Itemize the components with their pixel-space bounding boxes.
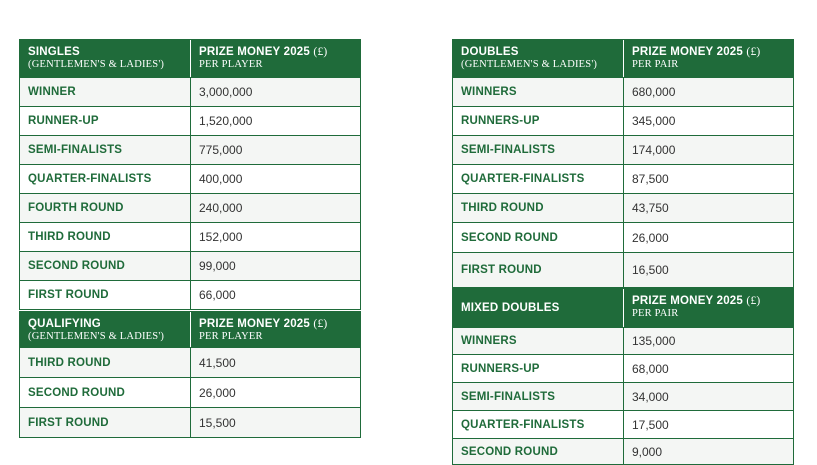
prize-amount: 345,000 xyxy=(632,114,676,128)
round-label: WINNER xyxy=(20,78,191,106)
prize-amount: 775,000 xyxy=(199,143,243,157)
prize-amount: 680,000 xyxy=(632,85,676,99)
singles-per: PER PLAYER xyxy=(199,59,263,70)
round-label: SEMI-FINALISTS xyxy=(20,136,191,164)
table-row xyxy=(19,223,361,252)
qualifying-subtitle: (GENTLEMEN'S & LADIES') xyxy=(28,331,165,342)
round-label: SECOND ROUND xyxy=(453,439,624,464)
round-label: QUARTER-FINALISTS xyxy=(453,165,624,193)
qualifying-table xyxy=(19,311,361,438)
prize-amount: 17,500 xyxy=(632,417,669,432)
singles-subtitle: (GENTLEMEN'S & LADIES') xyxy=(28,59,165,70)
singles-title: SINGLES xyxy=(28,46,80,58)
table-row xyxy=(19,348,361,378)
round-label: SEMI-FINALISTS xyxy=(453,383,624,410)
mixed-doubles-header xyxy=(452,288,794,328)
prize-amount: 135,000 xyxy=(632,334,676,348)
doubles-subtitle: (GENTLEMEN'S & LADIES') xyxy=(461,59,598,70)
doubles-table xyxy=(452,39,794,288)
mixed-doubles-currency: (£) xyxy=(746,295,761,307)
round-label: SEMI-FINALISTS xyxy=(453,136,624,164)
qualifying-per: PER PLAYER xyxy=(199,331,263,342)
table-row xyxy=(19,378,361,408)
table-row xyxy=(452,165,794,194)
table-row xyxy=(452,223,794,253)
round-label: FOURTH ROUND xyxy=(20,194,191,222)
singles-header xyxy=(19,39,361,78)
mixed-doubles-prize-title: PRIZE MONEY 2025 xyxy=(632,295,744,307)
round-label: RUNNERS-UP xyxy=(453,355,624,382)
round-label: FIRST ROUND xyxy=(20,281,191,309)
table-row xyxy=(19,252,361,281)
doubles-header xyxy=(452,39,794,78)
doubles-currency: (£) xyxy=(746,46,761,58)
doubles-per: PER PAIR xyxy=(632,59,679,70)
table-row xyxy=(452,107,794,136)
mixed-doubles-title: MIXED DOUBLES xyxy=(461,301,560,314)
prize-amount: 26,000 xyxy=(632,230,669,245)
qualifying-header xyxy=(19,311,361,348)
prize-amount: 3,000,000 xyxy=(199,85,253,99)
round-label: QUARTER-FINALISTS xyxy=(20,165,191,193)
round-label: THIRD ROUND xyxy=(20,223,191,251)
round-label: RUNNER-UP xyxy=(20,107,191,135)
prize-amount: 43,750 xyxy=(632,201,669,215)
qualifying-prize-title: PRIZE MONEY 2025 xyxy=(199,318,311,330)
prize-amount: 34,000 xyxy=(632,389,669,404)
mixed-doubles-per: PER PAIR xyxy=(632,308,679,319)
round-label: QUARTER-FINALISTS xyxy=(453,411,624,438)
table-row xyxy=(452,439,794,465)
doubles-prize-title: PRIZE MONEY 2025 xyxy=(632,46,744,58)
round-label: FIRST ROUND xyxy=(453,253,624,287)
table-row xyxy=(19,136,361,165)
prize-amount: 15,500 xyxy=(199,415,236,430)
singles-prize-title: PRIZE MONEY 2025 xyxy=(199,46,311,58)
table-row xyxy=(452,253,794,288)
table-row xyxy=(19,281,361,310)
doubles-title: DOUBLES xyxy=(461,46,519,58)
mixed-doubles-table xyxy=(452,288,794,465)
table-row xyxy=(452,78,794,107)
prize-amount: 68,000 xyxy=(632,361,669,376)
table-row xyxy=(19,194,361,223)
prize-amount: 41,500 xyxy=(199,355,236,370)
round-label: WINNERS xyxy=(453,328,624,354)
round-label: SECOND ROUND xyxy=(20,252,191,280)
round-label: SECOND ROUND xyxy=(20,378,191,407)
table-row xyxy=(452,383,794,411)
table-row xyxy=(19,165,361,194)
table-row xyxy=(19,78,361,107)
prize-amount: 240,000 xyxy=(199,201,243,215)
round-label: THIRD ROUND xyxy=(20,348,191,377)
singles-currency: (£) xyxy=(313,46,328,58)
prize-amount: 9,000 xyxy=(632,444,663,459)
prize-amount: 174,000 xyxy=(632,143,676,157)
table-row xyxy=(19,107,361,136)
table-row xyxy=(452,411,794,439)
round-label: FIRST ROUND xyxy=(20,408,191,437)
prize-amount: 152,000 xyxy=(199,230,243,244)
prize-amount: 99,000 xyxy=(199,259,236,273)
round-label: RUNNERS-UP xyxy=(453,107,624,135)
round-label: SECOND ROUND xyxy=(453,223,624,252)
table-row xyxy=(19,408,361,438)
table-row xyxy=(452,136,794,165)
prize-amount: 66,000 xyxy=(199,288,236,302)
prize-amount: 1,520,000 xyxy=(199,114,253,128)
prize-amount: 400,000 xyxy=(199,172,243,186)
qualifying-title: QUALIFYING xyxy=(28,318,101,330)
table-row xyxy=(452,328,794,355)
round-label: WINNERS xyxy=(453,78,624,106)
round-label: THIRD ROUND xyxy=(453,194,624,222)
prize-amount: 87,500 xyxy=(632,172,669,186)
qualifying-currency: (£) xyxy=(313,318,328,330)
prize-amount: 26,000 xyxy=(199,385,236,400)
prize-amount: 16,500 xyxy=(632,263,669,277)
table-row xyxy=(452,355,794,383)
table-row xyxy=(452,194,794,223)
singles-table xyxy=(19,39,361,310)
